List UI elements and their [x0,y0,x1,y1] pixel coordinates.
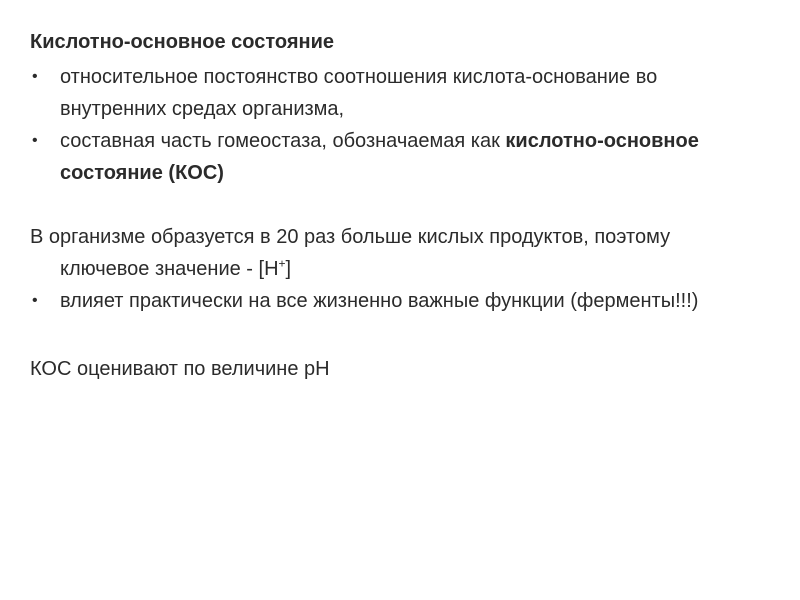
slide-content [30,26,760,385]
bullet-text-1: относительное постоянство соотношения кислота-основание во внутренних средах организма, [60,66,658,120]
bullet-item-1 [30,61,760,125]
paragraph-1-suffix: ] [285,258,292,280]
spacer [30,189,760,221]
bullet-item-2 [30,125,760,189]
paragraph-1-text: В организме образуется в 20 раз больше кислых продуктов, поэтому ключевое значение - [H [30,226,671,280]
bullet-text-3: влияет практически на все жизненно важные функции (ферменты!!!) [60,290,699,312]
bullet-item-3 [30,285,760,317]
spacer [30,317,760,353]
bullet-icon: • [32,292,38,309]
bullet-text-2-prefix: составная часть гомеостаза, обозначаемая как [60,130,506,152]
paragraph-1-superscript: + [278,256,286,271]
bullet-text-2-bold: кислотно-основное состояние (КОС) [60,130,699,184]
bullet-icon: • [32,132,38,149]
bullet-icon: • [32,68,38,85]
slide-title: Кислотно-основное состояние [30,31,335,53]
paragraph-1 [30,221,760,285]
closing-line: КОС оценивают по величине рН [30,358,330,380]
